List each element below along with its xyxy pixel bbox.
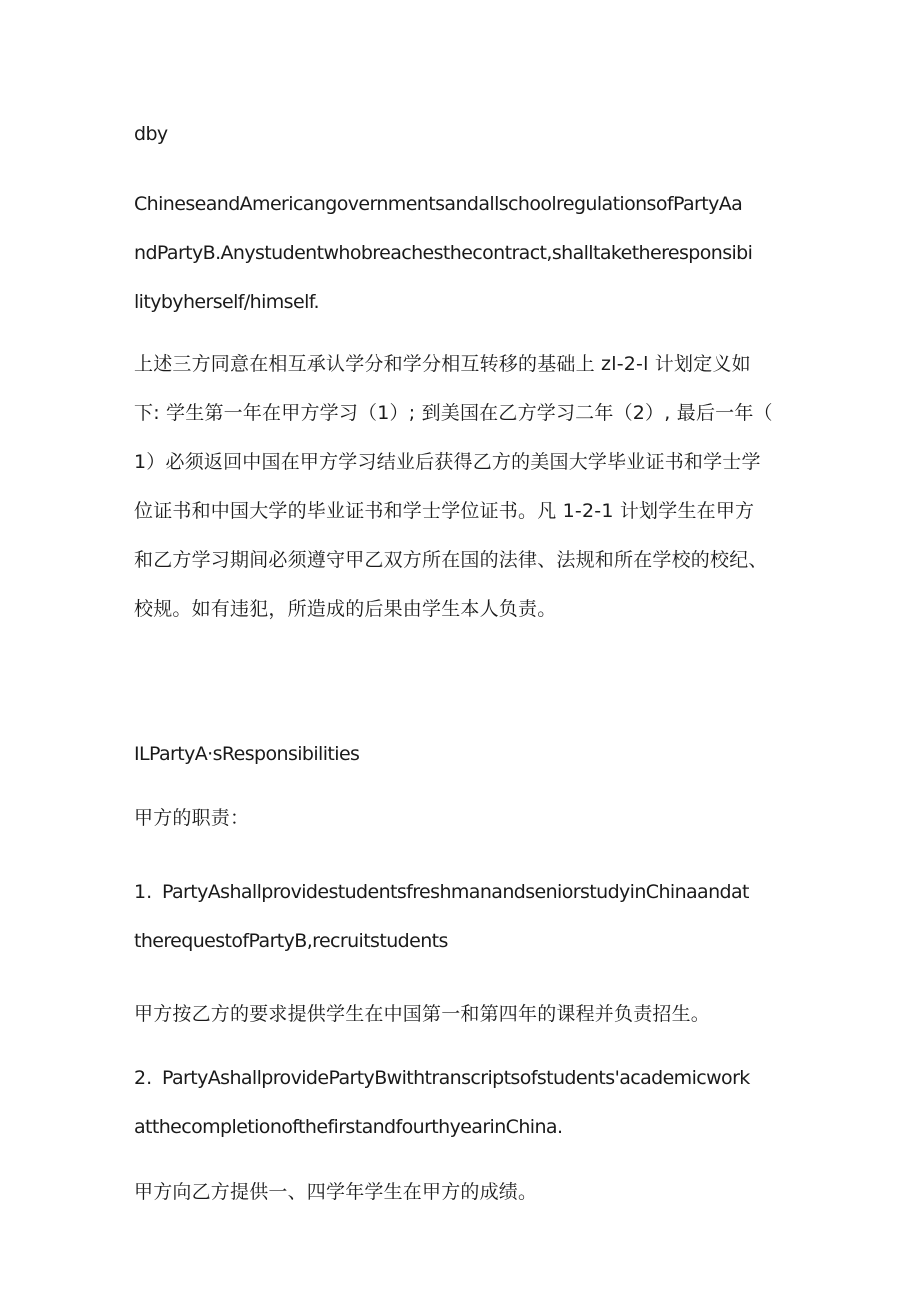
item-text: therequestofPartyB,recruitstudents bbox=[134, 930, 448, 952]
text-line: litybyherself/himself. bbox=[134, 291, 319, 313]
item-text: atthecompletionofthefirstandfourthyearinChina. bbox=[134, 1116, 563, 1138]
item-number: 2. bbox=[134, 1067, 153, 1089]
section-heading: ILPartyA·sResponsibilities bbox=[134, 743, 360, 765]
text-line: 下: 学生第一年在甲方学习（1）; 到美国在乙方学习二年（2）, 最后一年（ bbox=[134, 402, 773, 424]
text-line: 1）必须返回中国在甲方学习结业后获得乙方的美国大学毕业证书和学士学 bbox=[134, 451, 761, 473]
text-line: dby bbox=[134, 123, 168, 145]
item-text-zh: 甲方按乙方的要求提供学生在中国第一和第四年的课程并负责招生。 bbox=[134, 1003, 711, 1025]
text-line: 校规。如有违犯，所造成的后果由学生本人负责。 bbox=[134, 598, 557, 620]
section-heading-zh: 甲方的职责： bbox=[134, 807, 250, 829]
text-line: 位证书和中国大学的毕业证书和学士学位证书。凡 1-2-1 计划学生在甲方 bbox=[134, 500, 755, 522]
text-line: ndPartyB.Anystudentwhobreachesthecontract,shalltaketheresponsibi bbox=[134, 242, 753, 264]
text-line: ChineseandAmericangovernmentsandallschoolregulationsofPartyAa bbox=[134, 193, 743, 215]
item-text: PartyAshallprovidestudentsfreshmanandseniorstudyinChinaandat bbox=[162, 881, 749, 903]
text-line: 和乙方学习期间必须遵守甲乙双方所在国的法律、法规和所在学校的校纪、 bbox=[134, 549, 768, 571]
text-line: 上述三方同意在相互承认学分和学分相互转移的基础上 zl-2-l 计划定义如 bbox=[134, 353, 751, 375]
item-number: 1. bbox=[134, 881, 153, 903]
item-text-zh: 甲方向乙方提供一、四学年学生在甲方的成绩。 bbox=[134, 1181, 538, 1203]
item-text: PartyAshallprovidePartyBwithtranscriptsofstudents'academicwork bbox=[162, 1067, 750, 1089]
